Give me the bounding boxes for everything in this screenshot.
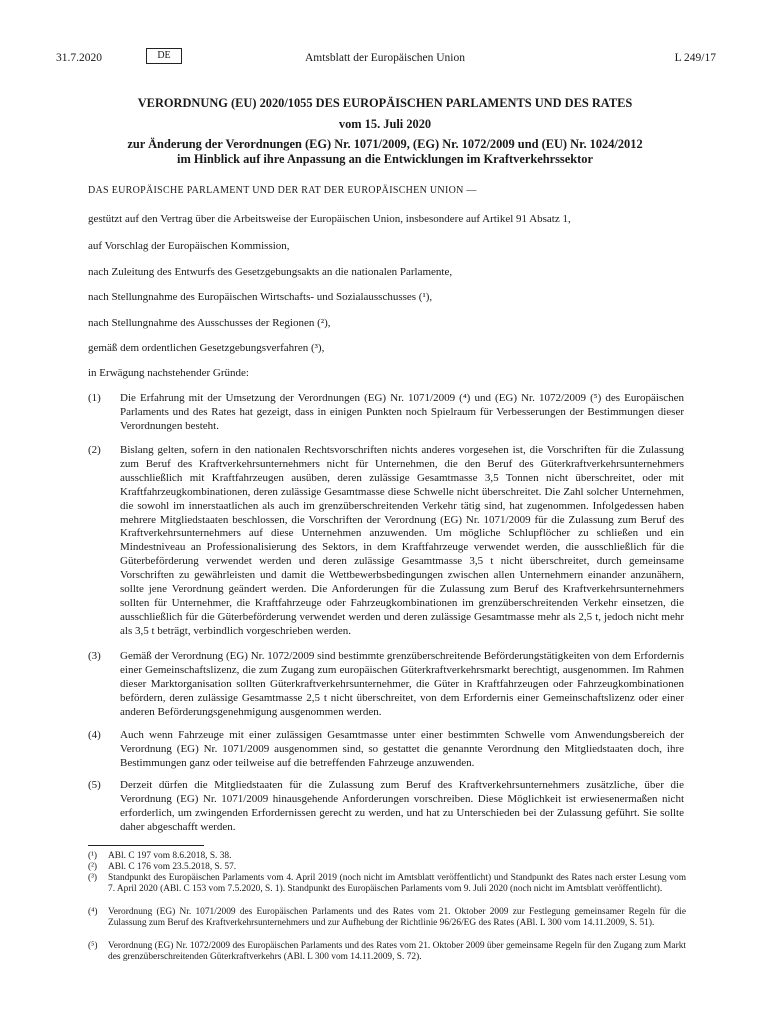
footnote-number: (⁴) — [88, 907, 98, 917]
regulation-title: VERORDNUNG (EU) 2020/1055 DES EUROPÄISCHEN PARLAMENTS UND DES RATES — [137, 96, 633, 110]
recital-number: (2) — [88, 444, 101, 456]
recital-number: (1) — [88, 392, 101, 404]
recitals-intro: in Erwägung nachstehender Gründe: — [88, 367, 249, 379]
footnote-number: (⁵) — [88, 941, 98, 951]
recital-number: (4) — [88, 729, 101, 741]
recital-text: Auch wenn Fahrzeuge mit einer zulässigen Gesamtmasse unter einer bestimmten Schwelle vom Anwendungsbereich der Verordnung (EG) Nr. 1071/2009 ausgenommen sind, so gestattet die genannte Verordnung den Mitgliedstaaten doch, ihre Bestimmungen ganz oder teilweise auf die betreffenden Fahrzeuge anzuwenden. — [120, 729, 684, 769]
footnote-number: (²) — [88, 862, 98, 872]
language-badge: DE — [146, 48, 182, 64]
header-date: 31.7.2020 — [56, 52, 102, 64]
footnote-number: (¹) — [88, 851, 98, 861]
footnote-text: Verordnung (EG) Nr. 1071/2009 des Europäischen Parlaments und des Rates vom 21. Oktober 2009 zur Festlegung gemeinsamer Regeln für die Zulassung zum Beruf des Kraftverkehrsunternehmers und zur Aufhebung der Richtlinie 96/26/EG des Rates (ABl. L 300 vom 14.11.2009, S. 51). — [108, 907, 686, 929]
footnote-text: Standpunkt des Europäischen Parlaments vom 4. April 2019 (noch nicht im Amtsblatt veröffentlicht) und Standpunkt des Rates nach erster Lesung vom 7. April 2020 (ABl. C 153 vom 7.5.2020, S. 1). Standpunkt des Europäischen Parlaments vom 9. Juli 2020 (noch nicht im Amtsblatt veröffentlicht). — [108, 873, 686, 895]
regulation-subject-line-2: im Hinblick auf ihre Anpassung an die Entwicklungen im Kraftverkehrssektor — [177, 152, 593, 166]
citation-line: nach Stellungnahme des Europäischen Wirtschafts- und Sozialausschusses (¹), — [88, 291, 433, 303]
citation-line: gemäß dem ordentlichen Gesetzgebungsverfahren (³), — [88, 342, 325, 354]
footnote-text: ABl. C 176 vom 23.5.2018, S. 57. — [108, 862, 237, 872]
page-reference: L 249/17 — [674, 52, 716, 64]
footnote-divider — [88, 845, 204, 846]
recital-number: (5) — [88, 779, 101, 791]
citation-line: nach Stellungnahme des Ausschusses der Regionen (²), — [88, 317, 331, 329]
citation-line: auf Vorschlag der Europäischen Kommission, — [88, 240, 290, 252]
regulation-subject-line-1: zur Änderung der Verordnungen (EG) Nr. 1071/2009, (EG) Nr. 1072/2009 und (EU) Nr. 1024/2012 — [127, 137, 643, 151]
footnote-text: Verordnung (EG) Nr. 1072/2009 des Europäischen Parlaments und des Rates vom 21. Oktober 2009 über gemeinsame Regeln für den Zugang zum Markt des grenzüberschreitenden Güterkraftverkehrs (ABl. L 300 vom 14.11.2009, S. 72). — [108, 941, 686, 963]
citation-line: gestützt auf den Vertrag über die Arbeitsweise der Europäischen Union, insbesondere auf Artikel 91 Absatz 1, — [88, 213, 571, 225]
enacting-authors: DAS EUROPÄISCHE PARLAMENT UND DER RAT DER EUROPÄISCHEN UNION — — [88, 185, 477, 196]
regulation-subject — [60, 137, 710, 167]
citation-line: nach Zuleitung des Entwurfs des Gesetzgebungsakts an die nationalen Parlamente, — [88, 266, 453, 278]
footnote-text: ABl. C 197 vom 8.6.2018, S. 38. — [108, 851, 232, 861]
recital-text: Die Erfahrung mit der Umsetzung der Verordnungen (EG) Nr. 1071/2009 (⁴) und (EG) Nr. 1072/2009 (⁵) des Europäischen Parlaments und des Rates hat gezeigt, dass in einigen Punkten noch Spielraum für Verbesserungen der Bestimmungen dieser Verordnungen besteht. — [120, 392, 684, 432]
recital-text: Bislang gelten, sofern in den nationalen Rechtsvorschriften nichts anderes vorgesehen ist, die Vorschriften für die Zulassung zum Beruf des Kraftverkehrsunternehmers nicht für Unternehmen, die den Beruf des Güterkraftverkehrsunternehmers ausschließlich mit Kraftfahrzeugen ausüben, deren zulässige Gesamtmasse 3,5 Tonnen nicht überschreitet, oder mit Kraftfahrzeugkombinationen, deren zulässige Gesamtmasse diese Schwelle nicht überschreitet. Die Zahl solcher Unternehmen, die sowohl im innerstaatlichen als auch im grenzüberschreitenden Verkehr tätig sind, hat zugenommen. Infolgedessen haben mehrere Mitgliedstaaten beschlossen, die Vorschriften der Verordnung (EG) Nr. 1071/2009 für die Zulassung zum Beruf des Kraftverkehrsunternehmers auf diese Unternehmen anzuwenden. Um mögliche Schlupflöcher zu schließen und ein Mindestniveau an Professionalisierung des Sektors, in dem Kraftfahrzeuge verwendet werden, die ausschließlich für die Güterbeförderung verwendet werden und deren zulässige Gesamtmasse 3,5 t nicht überschreitet, durch gemeinsame Vorschriften zu gewährleisten und damit die Wettbewerbsbedingungen zwischen allen Unternehmern einander anzunähern, sollte jene Verordnung geändert werden. Die Anforderungen für die Zulassung zum Beruf des Kraftverkehrsunternehmers sollten für Unternehmer, die Kraftfahrzeuge oder Fahrzeugkombinationen im grenzüberschreitenden Verkehr einsetzen, die ausschließlich für die Güterbeförderung verwendet werden und deren zulässige Gesamtmasse mehr als 2,5 t, jedoch nicht mehr als 3,5 t beträgt, verbindlich vorgeschrieben werden. — [120, 444, 684, 637]
regulation-date: vom 15. Juli 2020 — [338, 117, 432, 131]
recital-text: Derzeit dürfen die Mitgliedstaaten für die Zulassung zum Beruf des Kraftverkehrsunternehmers zusätzliche, über die Verordnung (EG) Nr. 1071/2009 hinausgehende Anforderungen vorschreiben. Diese Möglichkeit ist erwiesenermaßen nicht erforderlich, um zwingenden Erfordernissen gerecht zu werden, und hat zu Unterschieden bei der Zulassung geführt. Sie sollte daher abgeschafft werden. — [120, 779, 684, 833]
recital-text: Gemäß der Verordnung (EG) Nr. 1072/2009 sind bestimmte grenzüberschreitende Beförderungstätigkeiten von dem Erfordernis einer Gemeinschaftslizenz, die zum Zugang zum europäischen Güterkraftverkehrsmarkt berechtigt, ausgenommen. Im Rahmen dieser Marktorganisation sollten Güterkraftverkehrsunternehmer, die Güter in Kraftfahrzeugen oder Fahrzeugkombinationen befördern, deren zulässige Gesamtmasse 2,5 t nicht überschreitet, von dem Erfordernis einer Gemeinschaftslizenz oder einer anderen Beförderungsgenehmigung ausgenommen werden. — [120, 650, 684, 718]
journal-title: Amtsblatt der Europäischen Union — [304, 52, 465, 64]
footnote-number: (³) — [88, 873, 98, 883]
recital-number: (3) — [88, 650, 101, 662]
